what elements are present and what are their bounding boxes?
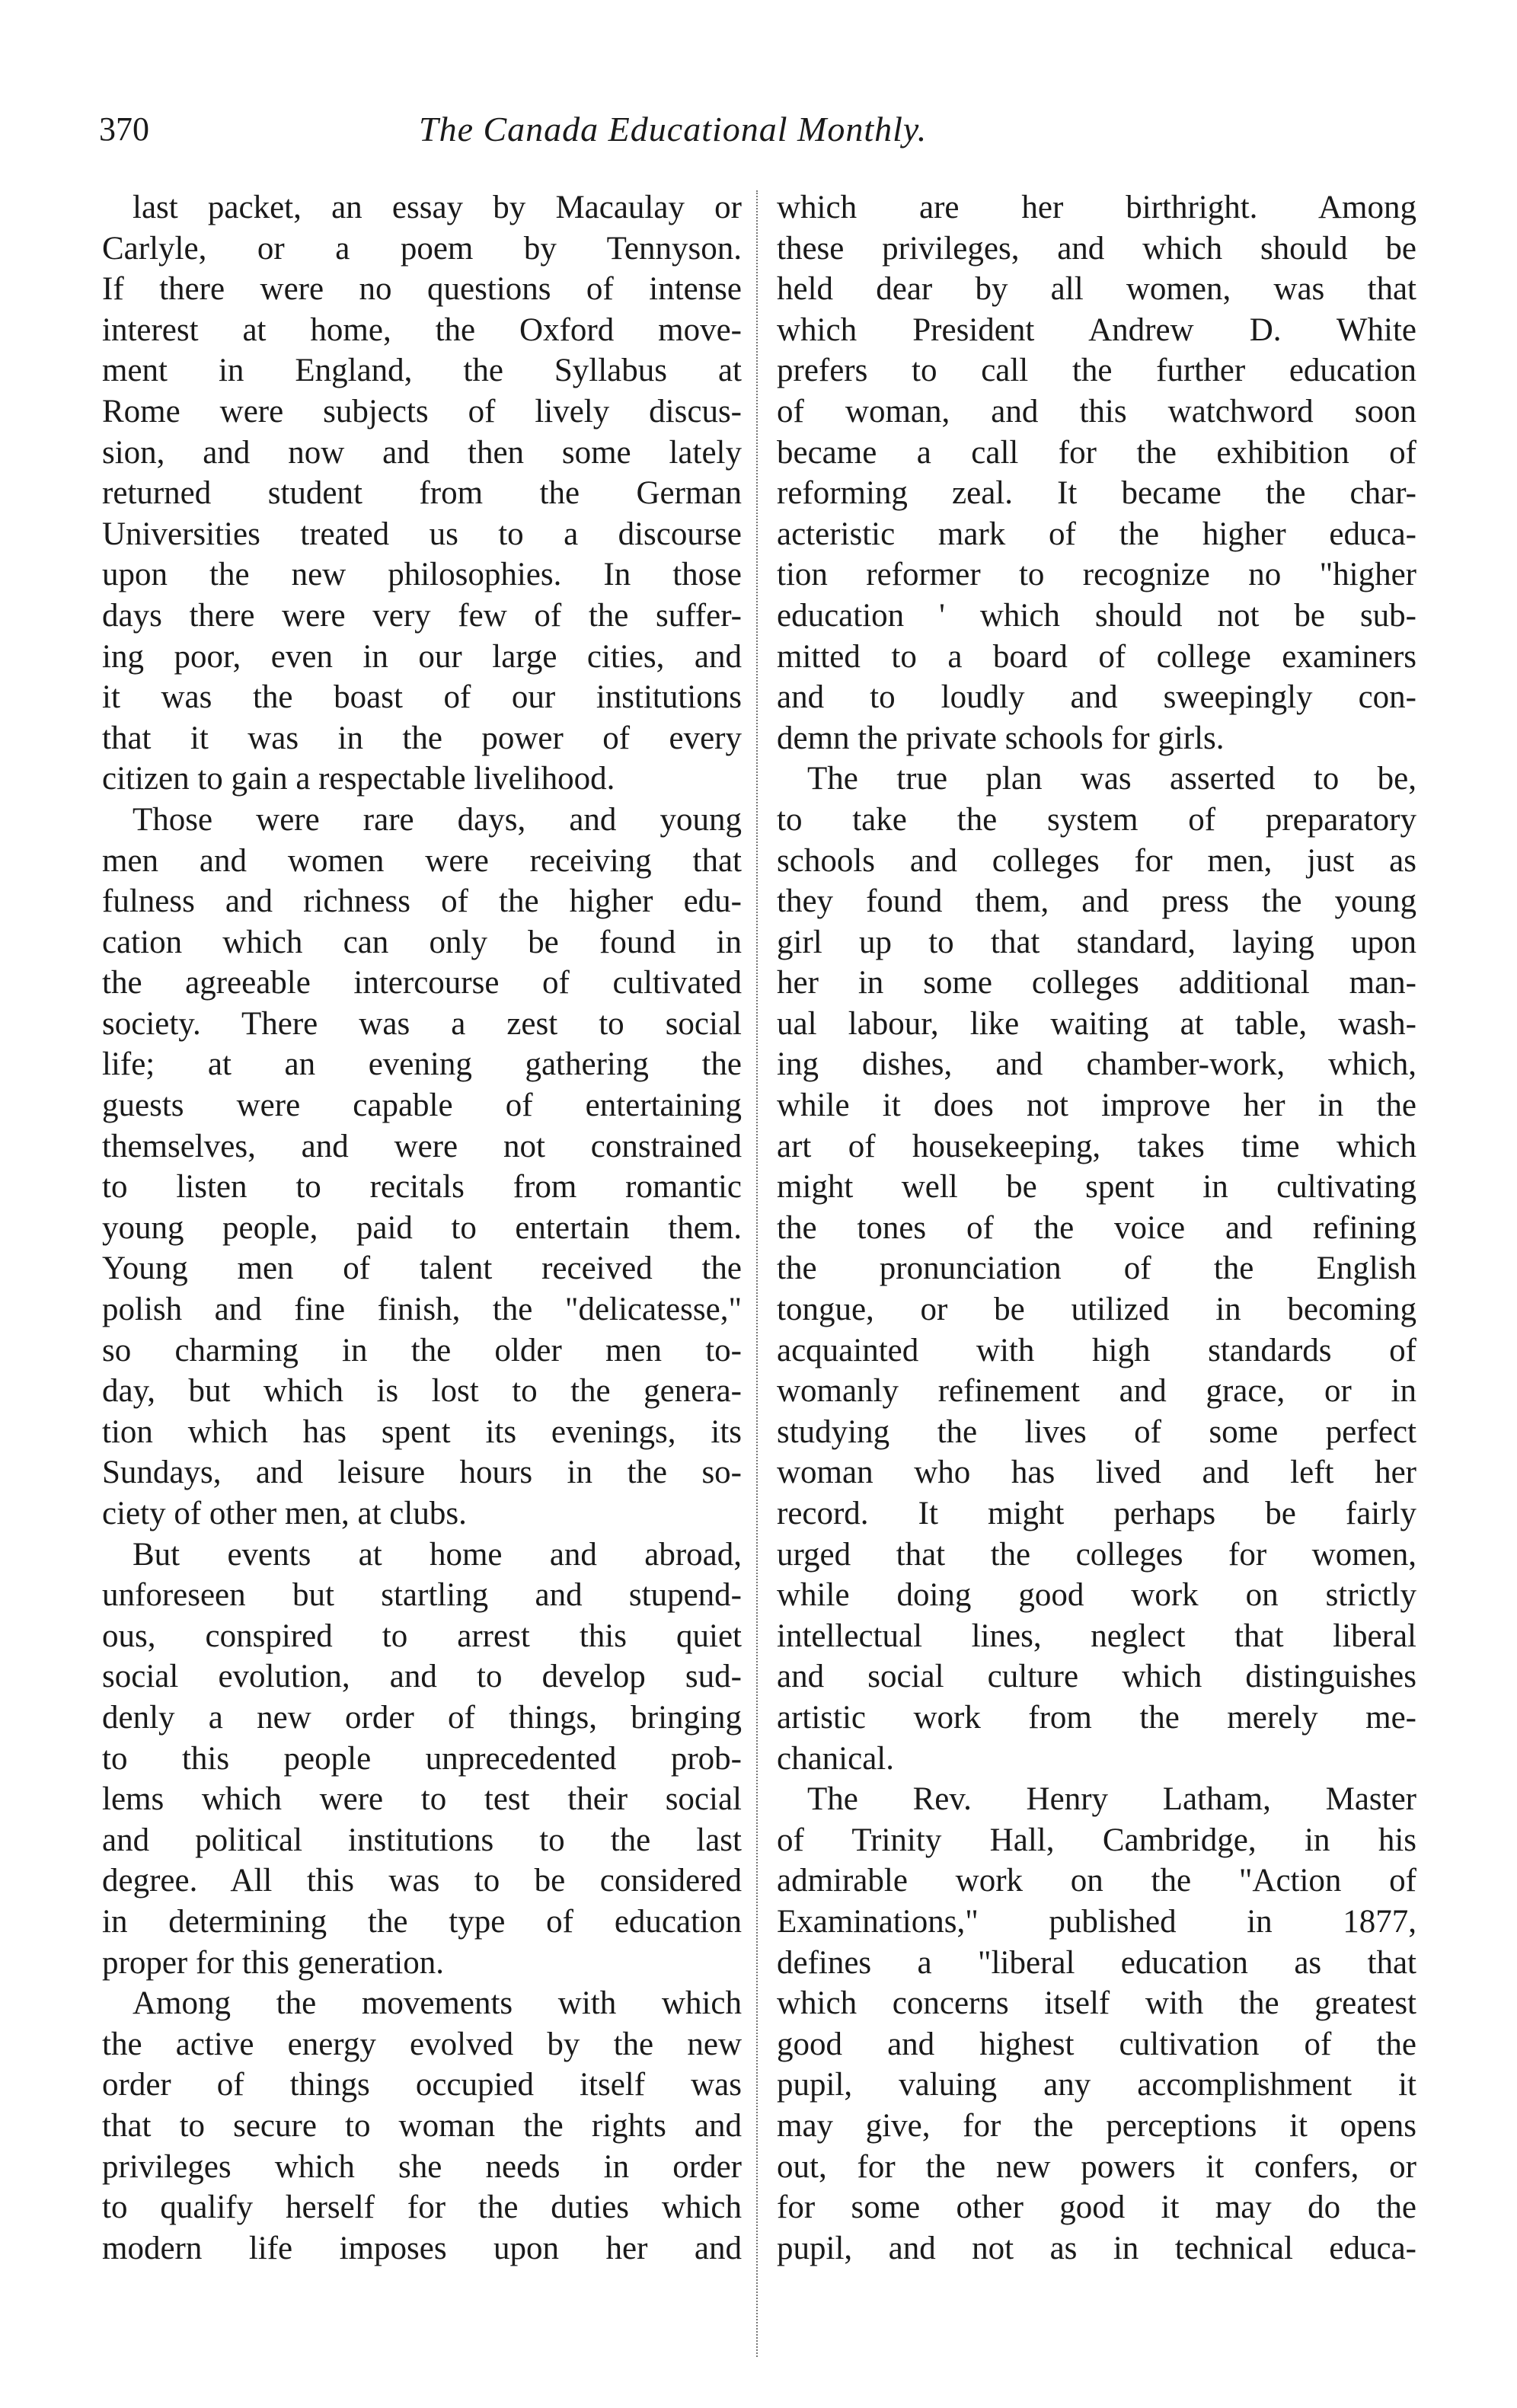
text-line: Rome were subjects of lively discus- [102, 393, 742, 430]
text-line: last packet, an essay by Macaulay or [133, 190, 742, 225]
text-line: tion which has spent its evenings, its [102, 1413, 742, 1450]
text-line: schools and colleges for men, just as [777, 842, 1416, 879]
text-line: it was the boast of our institutions [102, 679, 742, 716]
text-line: to qualify herself for the duties which [102, 2189, 742, 2226]
text-line: womanly refinement and grace, or in [777, 1373, 1416, 1410]
text-line: became a call for the exhibition of [777, 434, 1416, 471]
text-line: to this people unprecedented prob- [102, 1740, 742, 1777]
text-line: But events at home and abroad, [133, 1536, 742, 1573]
text-line: Among the movements with which [133, 1985, 742, 2022]
right-column [777, 187, 1416, 2269]
text-line: in determining the type of education [102, 1903, 742, 1940]
paragraph [777, 758, 1416, 1779]
text-line: ing poor, even in our large cities, and [102, 638, 742, 675]
text-line: her in some colleges additional man- [777, 965, 1416, 1001]
text-line: of woman, and this watchword soon [777, 393, 1416, 430]
text-line: degree. All this was to be considered [102, 1863, 742, 1899]
text-line: polish and fine finish, the "delicatesse," [102, 1292, 742, 1328]
text-line: pupil, valuing any accomplishment it [777, 2067, 1416, 2103]
text-line: intellectual lines, neglect that liberal [777, 1618, 1416, 1654]
text-line: Carlyle, or a poem by Tennyson. [102, 230, 742, 267]
paragraph [102, 1535, 742, 1984]
text-line: that it was in the power of every [102, 720, 742, 756]
left-column [102, 187, 742, 2269]
text-line: cation which can only be found in [102, 924, 742, 960]
text-line: Sundays, and leisure hours in the so- [102, 1455, 742, 1491]
text-line: acquainted with high standards of [777, 1332, 1416, 1368]
text-line: the tones of the voice and refining [777, 1209, 1416, 1246]
text-line: day, but which is lost to the genera- [102, 1373, 742, 1410]
text-line: young people, paid to entertain them. [102, 1209, 742, 1246]
text-line: that to secure to woman the rights and [102, 2107, 742, 2144]
text-line: art of housekeeping, takes time which [777, 1128, 1416, 1164]
text-line: life; at an evening gathering the [102, 1046, 742, 1083]
text-line: interest at home, the Oxford move- [102, 311, 742, 348]
paragraph [102, 1983, 742, 2269]
text-line: The Rev. Henry Latham, Master [807, 1781, 1416, 1818]
paragraph [777, 187, 1416, 758]
text-line: ciety of other men, at clubs. [102, 1496, 467, 1531]
text-line: they found them, and press the young [777, 883, 1416, 920]
text-line: tongue, or be utilized in becoming [777, 1292, 1416, 1328]
text-line: men and women were receiving that [102, 842, 742, 879]
text-line: for some other good it may do the [777, 2189, 1416, 2226]
text-line: the active energy evolved by the new [102, 2026, 742, 2062]
text-line: days there were very few of the suffer- [102, 597, 742, 634]
text-line: chanical. [777, 1740, 894, 1777]
text-line: Young men of talent received the [102, 1250, 742, 1287]
text-line: urged that the colleges for women, [777, 1536, 1416, 1573]
text-line: which are her birthright. Among [777, 190, 1416, 225]
text-line: ing dishes, and chamber-work, which, [777, 1046, 1416, 1083]
text-line: held dear by all women, was that [777, 271, 1416, 308]
text-line: girl up to that standard, laying upon [777, 924, 1416, 960]
text-line: ous, conspired to arrest this quiet [102, 1618, 742, 1654]
text-line: themselves, and were not constrained [102, 1128, 742, 1164]
text-line: order of things occupied itself was [102, 2067, 742, 2103]
text-line: sion, and now and then some lately [102, 434, 742, 471]
text-line: which President Andrew D. White [777, 311, 1416, 348]
text-line: prefers to call the further education [777, 353, 1416, 389]
text-line: might well be spent in cultivating [777, 1169, 1416, 1206]
text-line: reforming zeal. It became the char- [777, 475, 1416, 512]
text-line: pupil, and not as in technical educa- [777, 2230, 1416, 2266]
text-line: modern life imposes upon her and [102, 2230, 742, 2266]
text-line: Examinations," published in 1877, [777, 1903, 1416, 1940]
text-line: studying the lives of some perfect [777, 1413, 1416, 1450]
text-line: of Trinity Hall, Cambridge, in his [777, 1822, 1416, 1858]
text-line: to take the system of preparatory [777, 801, 1416, 838]
text-line: mitted to a board of college examiners [777, 638, 1416, 675]
text-line: while it does not improve her in the [777, 1087, 1416, 1124]
text-line: artistic work from the merely me- [777, 1699, 1416, 1736]
page-header [99, 108, 1424, 154]
text-line: record. It might perhaps be fairly [777, 1496, 1416, 1531]
text-line: may give, for the perceptions it opens [777, 2107, 1416, 2144]
text-line: which concerns itself with the greatest [777, 1985, 1416, 2022]
text-line: so charming in the older men to- [102, 1332, 742, 1368]
text-line: denly a new order of things, bringing [102, 1699, 742, 1736]
text-line: and political institutions to the last [102, 1822, 742, 1858]
paragraph [102, 800, 742, 1535]
text-line: proper for this generation. [102, 1944, 444, 1981]
text-line: ual labour, like waiting at table, wash- [777, 1005, 1416, 1042]
text-line: ment in England, the Syllabus at [102, 353, 742, 389]
text-line: and social culture which distinguishes [777, 1659, 1416, 1695]
text-line: admirable work on the "Action of [777, 1863, 1416, 1899]
text-line: society. There was a zest to social [102, 1005, 742, 1042]
paragraph [102, 187, 742, 800]
text-line: the agreeable intercourse of cultivated [102, 965, 742, 1001]
text-line: upon the new philosophies. In those [102, 557, 742, 593]
text-line: defines a "liberal education as that [777, 1944, 1416, 1981]
text-line: to listen to recitals from romantic [102, 1169, 742, 1206]
text-line: demn the private schools for girls. [777, 720, 1225, 756]
text-line: woman who has lived and left her [777, 1455, 1416, 1491]
text-line: guests were capable of entertaining [102, 1087, 742, 1124]
text-line: Universities treated us to a discourse [102, 516, 742, 552]
text-line: and to loudly and sweepingly con- [777, 679, 1416, 716]
text-line: good and highest cultivation of the [777, 2026, 1416, 2062]
text-line: If there were no questions of intense [102, 271, 742, 308]
text-line: acteristic mark of the higher educa- [777, 516, 1416, 552]
column-divider [756, 190, 758, 2357]
text-line: social evolution, and to develop sud- [102, 1659, 742, 1695]
running-head: The Canada Educational Monthly. [419, 110, 928, 149]
text-line: tion reformer to recognize no "higher [777, 557, 1416, 593]
text-line: privileges which she needs in order [102, 2148, 742, 2185]
text-line: these privileges, and which should be [777, 230, 1416, 267]
text-line: Those were rare days, and young [133, 801, 742, 838]
text-line: lems which were to test their social [102, 1781, 742, 1818]
text-line: while doing good work on strictly [777, 1577, 1416, 1614]
text-line: citizen to gain a respectable livelihood. [102, 761, 615, 797]
page-number: 370 [99, 110, 149, 148]
text-line: returned student from the German [102, 475, 742, 512]
text-line: unforeseen but startling and stupend- [102, 1577, 742, 1614]
text-line: The true plan was asserted to be, [807, 761, 1416, 797]
text-line: fulness and richness of the higher edu- [102, 883, 742, 920]
text-line: out, for the new powers it confers, or [777, 2148, 1416, 2185]
text-line: education ' which should not be sub- [777, 597, 1416, 634]
paragraph [777, 1779, 1416, 2269]
text-line: the pronunciation of the English [777, 1250, 1416, 1287]
